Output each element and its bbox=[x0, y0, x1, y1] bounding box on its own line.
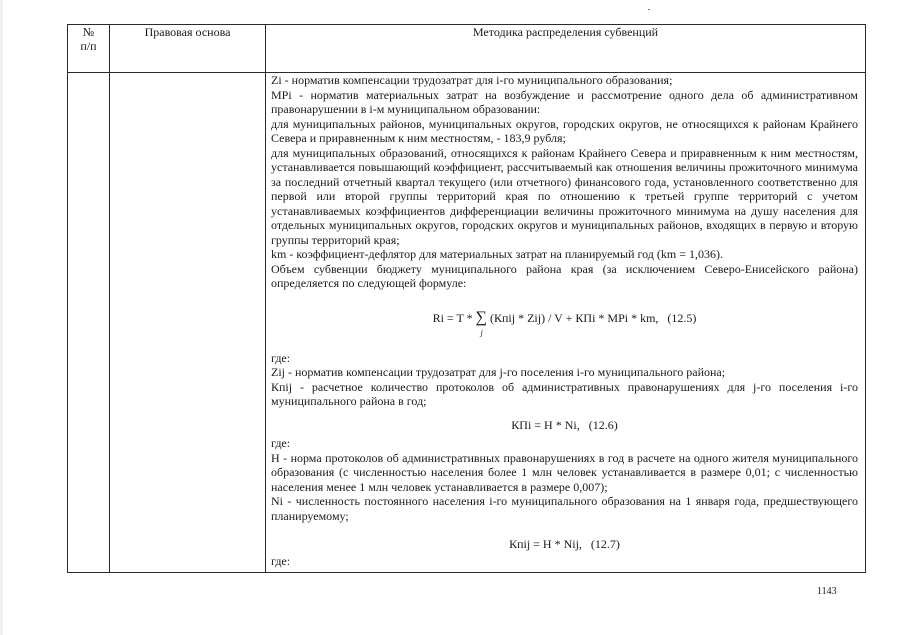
formula-12-6: КПi = Н * Ni, (12.6) bbox=[511, 417, 618, 432]
body-number-cell bbox=[68, 73, 110, 573]
header-legal-basis: Правовая основа bbox=[144, 25, 231, 39]
subvention-table bbox=[67, 24, 866, 573]
header-number-cell bbox=[68, 25, 110, 73]
text-line: MPi - норматив материальных затрат на возбуждение и рассмотрение одного дела об административном правонарушении в i-м муниципальном образовании: bbox=[271, 87, 858, 116]
text-line: Ni - численность постоянного населения i-го муниципального образования на 1 января года, предшествующего планируемому; bbox=[271, 494, 858, 523]
text-line: для муниципальных образований, относящихся к районам Крайнего Севера и приравненным к ним местностям, устанавливается повышающий коэффициент, рассчитываемый как отношения величины прожиточного минимума за последний отчетный квартал текущего (или отчетного) финансового года, установленного соответственно для первой или второй группы территорий края по отношению к третьей группе территорий с учетом устанавливаемых коэффициентов дифференциации величины прожиточного минимума на душу населения для отдельных муниципальных округов, городских округов и муниципальных районов, входящих в первую и вторую группы территорий края; bbox=[271, 145, 858, 247]
formula-12-5-right: (Кпij * Zij) / V + КПi * MPi * km, (12.5) bbox=[486, 310, 697, 325]
text-line: Zij - норматив компенсации трудозатрат для j-го поселения i-го муниципального района; bbox=[271, 365, 726, 379]
formula-12-7: Кпij = Н * Nij, (12.7) bbox=[509, 537, 620, 551]
table-header-row bbox=[68, 25, 866, 73]
sum-subscript: j bbox=[480, 327, 483, 337]
formula-12-5-left: Ri = T * bbox=[432, 310, 476, 325]
body-legal-basis-cell bbox=[110, 73, 266, 573]
body-method-cell bbox=[266, 73, 866, 573]
page-number: 1143 bbox=[817, 586, 837, 597]
text-line: Н - норма протоколов об административных правонарушениях в год в расчете на одного жителя муниципального образования (с численностью населения более 1 млн человек устанавливается в размере 0,01; с численностью населения менее 1 млн человек устанавливается в размере 0,007); bbox=[271, 450, 858, 494]
header-number: № п/п bbox=[80, 25, 97, 53]
header-legal-basis-cell bbox=[110, 25, 266, 73]
text-line: Кпij - расчетное количество протоколов об административных правонарушениях для j-го поселения i-го муниципального района в год; bbox=[271, 379, 858, 408]
formula-12-5 bbox=[271, 308, 858, 351]
scan-speck bbox=[648, 9, 650, 10]
header-method-cell bbox=[266, 25, 866, 73]
where-label: где: bbox=[271, 436, 291, 450]
page-edge bbox=[0, 0, 3, 635]
text-line: Zi - норматив компенсации трудозатрат для i-го муниципального образования; bbox=[271, 73, 673, 87]
where-label: где: bbox=[271, 553, 291, 568]
table-body-row bbox=[68, 73, 866, 573]
header-method: Методика распределения субвенций bbox=[472, 25, 659, 39]
where-label: где: bbox=[271, 350, 291, 365]
text-line: Объем субвенции бюджету муниципального района края (за исключением Северо-Енисейского района) определяется по следующей формуле: bbox=[271, 261, 858, 290]
sum-symbol bbox=[475, 308, 487, 337]
text-line: для муниципальных районов, муниципальных округов, городских округов, не относящихся к районам Крайнего Севера и приравненным к ним местностям, - 183,9 рубля; bbox=[271, 116, 858, 145]
text-line: km - коэффициент-дефлятор для материальных затрат на планируемый год (km = 1,036). bbox=[271, 247, 723, 261]
sum-sign: ∑ bbox=[475, 308, 487, 326]
